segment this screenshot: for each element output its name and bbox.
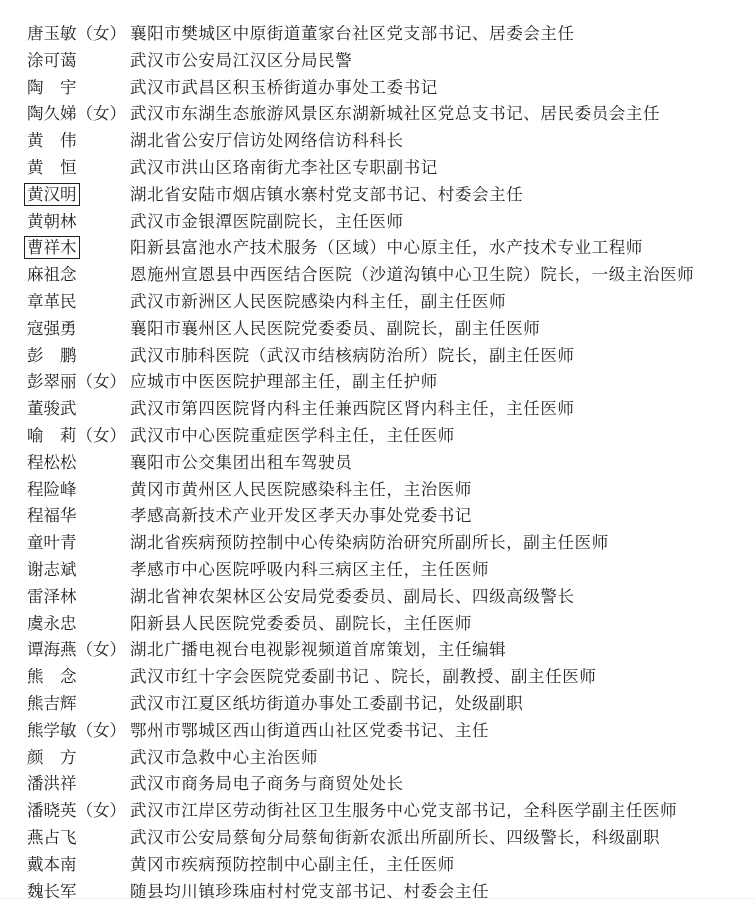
- person-name: 黄朝林: [27, 211, 77, 231]
- person-name: 程松松: [27, 452, 77, 472]
- list-item: [27, 503, 747, 530]
- person-title: 武汉市肺科医院（武汉市结核病防治所）院长，副主任医师: [130, 345, 575, 365]
- person-title: 黄冈市疾病预防控制中心副主任，主任医师: [130, 854, 455, 874]
- person-title: 襄阳市公交集团出租车驾驶员: [130, 452, 353, 472]
- person-title: 武汉市江岸区劳动街社区卫生服务中心党支部书记，全科医学副主任医师: [130, 801, 678, 821]
- list-item: [27, 450, 747, 477]
- person-name: 董骏武: [27, 399, 77, 419]
- person-name: 黄汉明: [24, 183, 80, 206]
- person-title: 黄冈市黄州区人民医院感染科主任，主治医师: [130, 479, 472, 499]
- name-cell: [27, 101, 130, 128]
- list-item: [27, 396, 747, 423]
- gender-label: （女）: [76, 104, 126, 124]
- list-item: [27, 664, 747, 691]
- list-item: [27, 101, 747, 128]
- name-cell: [27, 450, 130, 477]
- person-title: 武汉市新洲区人民医院感染内科主任，副主任医师: [130, 291, 507, 311]
- name-cell: [27, 557, 130, 584]
- person-title: 武汉市商务局电子商务与商贸处处长: [130, 774, 404, 794]
- list-item: [27, 584, 747, 611]
- person-name: 谭海燕: [27, 640, 77, 660]
- list-item: [27, 316, 747, 343]
- person-title: 湖北省神农架林区公安局党委委员、副局长、四级高级警长: [130, 586, 575, 606]
- person-name: 程福华: [27, 506, 77, 526]
- name-cell: [27, 316, 130, 343]
- person-title: 襄阳市襄州区人民医院党委委员、副院长，副主任医师: [130, 318, 541, 338]
- person-name: 寇强勇: [27, 318, 77, 338]
- person-title: 襄阳市樊城区中原街道董家台社区党支部书记、居委会主任: [130, 24, 575, 43]
- person-title: 武汉市江夏区纸坊街道办事处工委副书记，处级副职: [130, 693, 524, 713]
- list-item: [27, 557, 747, 584]
- name-cell: [27, 423, 130, 450]
- person-name: 戴本南: [27, 854, 77, 874]
- person-name: 曹祥木: [24, 236, 80, 259]
- name-cell: [27, 128, 130, 155]
- gender-label: （女）: [76, 640, 126, 660]
- list-item: [27, 530, 747, 557]
- name-cell: [27, 396, 130, 423]
- name-cell: [27, 691, 130, 718]
- list-item: [27, 209, 747, 236]
- person-title: 武汉市金银潭医院副院长，主任医师: [130, 211, 404, 231]
- person-title: 湖北省安陆市烟店镇水寨村党支部书记、村委会主任: [130, 184, 524, 204]
- person-title: 武汉市公安局蔡甸分局蔡甸街新农派出所副所长、四级警长，科级副职: [130, 827, 661, 847]
- name-cell: [27, 825, 130, 852]
- person-title: 武汉市红十字会医院党委副书记 、院长，副教授、副主任医师: [130, 667, 597, 687]
- list-item: [27, 798, 747, 825]
- name-cell: [27, 21, 130, 48]
- list-item: [27, 155, 747, 182]
- list-item: [27, 745, 747, 772]
- list-item: [27, 423, 747, 450]
- list-item: [27, 825, 747, 852]
- person-title: 孝感高新技术产业开发区孝天办事处党委书记: [130, 506, 472, 526]
- person-name: 陶 宇: [27, 77, 77, 97]
- name-cell: [27, 209, 130, 236]
- person-name: 程险峰: [27, 479, 77, 499]
- person-name: 颜 方: [27, 747, 77, 767]
- list-item: [27, 343, 747, 370]
- name-cell: [27, 637, 130, 664]
- name-cell: [27, 503, 130, 530]
- name-cell: [27, 584, 130, 611]
- person-name: 唐玉敏: [27, 24, 77, 43]
- gender-label: （女）: [76, 24, 126, 43]
- person-name: 涂可蔼: [27, 50, 77, 70]
- person-title: 孝感市中心医院呼吸内科三病区主任，主任医师: [130, 559, 490, 579]
- name-cell: [27, 664, 130, 691]
- person-name: 陶久娣: [27, 104, 77, 124]
- list-item: [27, 182, 747, 209]
- list-item: [27, 477, 747, 504]
- name-cell: [27, 477, 130, 504]
- person-name: 彭翠丽: [27, 372, 77, 392]
- person-name: 黄 恒: [27, 157, 77, 177]
- person-name: 黄 伟: [27, 131, 77, 151]
- list-item: [27, 21, 747, 48]
- list-item: [27, 771, 747, 798]
- bottom-divider: [0, 898, 755, 899]
- person-name: 魏长军: [27, 881, 77, 901]
- name-cell: [27, 745, 130, 772]
- person-name: 雷泽林: [27, 586, 77, 606]
- person-name: 熊学敏: [27, 720, 77, 740]
- person-title: 阳新县富池水产技术服务（区域）中心原主任，水产技术专业工程师: [130, 238, 643, 258]
- list-item: [27, 289, 747, 316]
- list-item: [27, 128, 747, 155]
- name-cell: [27, 369, 130, 396]
- list-item: [27, 718, 747, 745]
- person-title: 武汉市武昌区积玉桥街道办事处工委书记: [130, 77, 438, 97]
- person-name: 潘洪祥: [27, 774, 77, 794]
- person-title: 随县均川镇珍珠庙村村党支部书记、村委会主任: [130, 881, 490, 901]
- list-item: [27, 235, 747, 262]
- name-cell: [27, 879, 130, 906]
- person-name: 童叶青: [27, 533, 77, 553]
- name-cell: [27, 852, 130, 879]
- person-title: 武汉市洪山区珞南街尤李社区专职副书记: [130, 157, 438, 177]
- gender-label: （女）: [76, 801, 126, 821]
- person-title: 恩施州宣恩县中西医结合医院（沙道沟镇中心卫生院）院长，一级主治医师: [130, 265, 695, 285]
- gender-label: （女）: [76, 425, 126, 445]
- person-title: 湖北广播电视台电视影视频道首席策划，主任编辑: [130, 640, 507, 660]
- person-title: 武汉市急救中心主治医师: [130, 747, 319, 767]
- person-name: 彭 鹏: [27, 345, 77, 365]
- person-title: 湖北省公安厅信访处网络信访科科长: [130, 131, 404, 151]
- gender-label: （女）: [76, 720, 126, 740]
- person-name: 章革民: [27, 291, 77, 311]
- name-cell: [27, 611, 130, 638]
- list-item: [27, 75, 747, 102]
- name-cell: [27, 718, 130, 745]
- name-cell: [27, 48, 130, 75]
- person-title: 武汉市第四医院肾内科主任兼西院区肾内科主任，主任医师: [130, 399, 575, 419]
- name-cell: [27, 236, 130, 259]
- name-cell: [27, 183, 130, 206]
- name-cell: [27, 771, 130, 798]
- name-cell: [27, 530, 130, 557]
- person-name: 潘晓英: [27, 801, 77, 821]
- list-item: [27, 611, 747, 638]
- person-name: 熊吉辉: [27, 693, 77, 713]
- list-item: [27, 691, 747, 718]
- person-title: 应城市中医医院护理部主任，副主任护师: [130, 372, 438, 392]
- person-title: 鄂州市鄂城区西山街道西山社区党委书记、主任: [130, 720, 490, 740]
- person-name: 喻 莉: [27, 425, 77, 445]
- person-title: 武汉市中心医院重症医学科主任，主任医师: [130, 425, 455, 445]
- person-name: 麻祖念: [27, 265, 77, 285]
- person-title: 阳新县人民医院党委委员、副院长，主任医师: [130, 613, 472, 633]
- list-item: [27, 48, 747, 75]
- person-name: 熊 念: [27, 667, 77, 687]
- gender-label: （女）: [76, 372, 126, 392]
- list-item: [27, 369, 747, 396]
- name-cell: [27, 798, 130, 825]
- list-item: [27, 262, 747, 289]
- list-item: [27, 852, 747, 879]
- person-title: 武汉市公安局江汉区分局民警: [130, 50, 353, 70]
- person-title: 湖北省疾病预防控制中心传染病防治研究所副所长，副主任医师: [130, 533, 609, 553]
- person-name: 谢志斌: [27, 559, 77, 579]
- name-cell: [27, 289, 130, 316]
- name-cell: [27, 155, 130, 182]
- list-item: [27, 637, 747, 664]
- person-name: 虞永忠: [27, 613, 77, 633]
- name-cell: [27, 262, 130, 289]
- list-item: [27, 879, 747, 906]
- person-title: 武汉市东湖生态旅游风景区东湖新城社区党总支书记、居民委员会主任: [130, 104, 661, 124]
- name-cell: [27, 343, 130, 370]
- person-list: [27, 21, 747, 905]
- person-name: 燕占飞: [27, 827, 77, 847]
- name-cell: [27, 75, 130, 102]
